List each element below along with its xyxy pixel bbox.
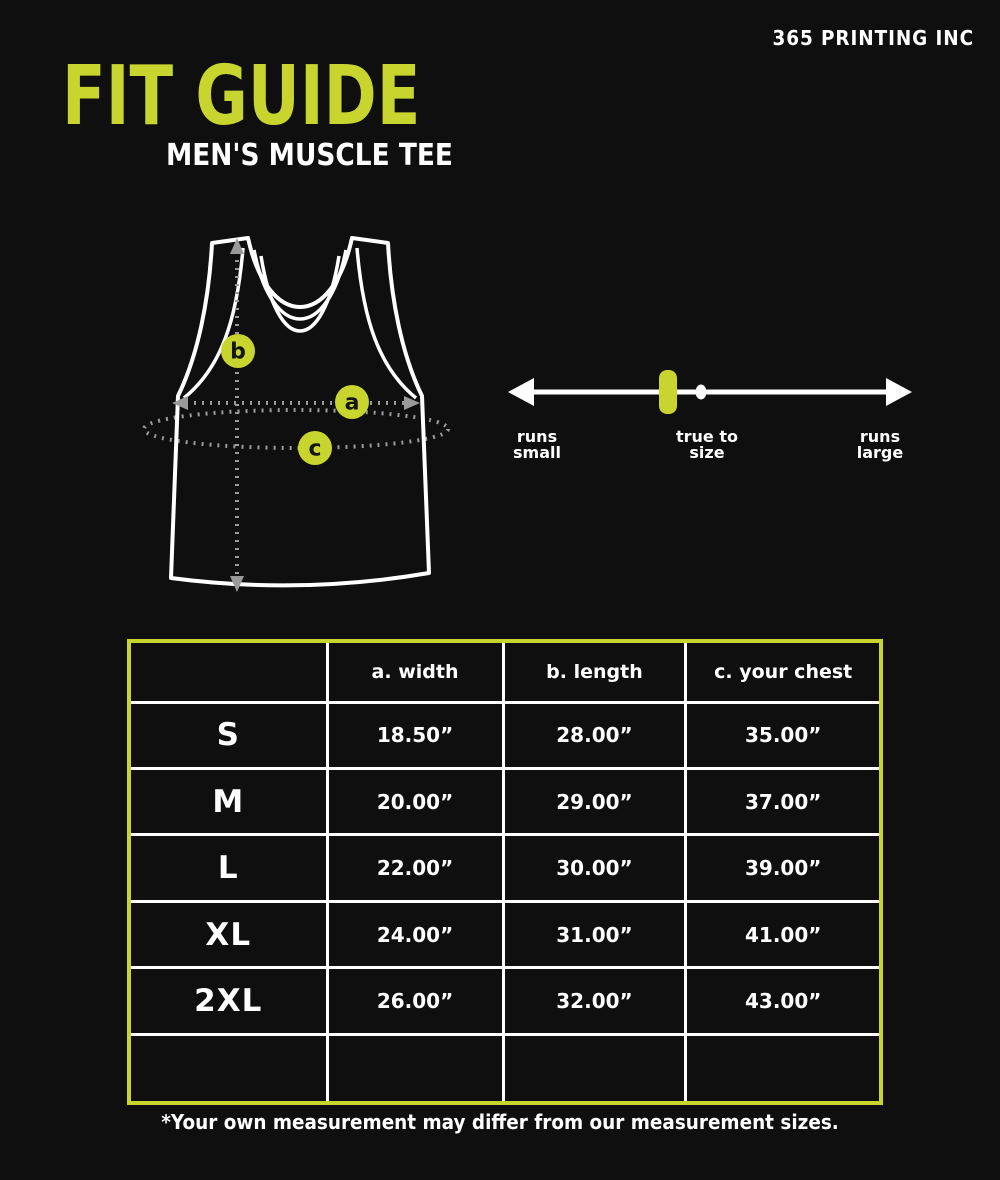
marker-c-letter: c	[308, 436, 322, 462]
scale-label-runs-large	[830, 429, 930, 461]
value-cell: 37.00”	[687, 770, 879, 833]
header-cell-length: b. length	[505, 643, 685, 701]
fit-scale-marker	[659, 370, 677, 414]
scale-label-line: large	[856, 443, 904, 462]
page-subtitle: MEN'S MUSCLE TEE	[166, 138, 453, 173]
width-arrow-left	[172, 396, 188, 410]
empty-cell	[505, 1036, 685, 1101]
value-cell: 24.00”	[329, 903, 502, 966]
tee-armhole-right	[357, 248, 416, 398]
header-cell-width: a. width	[329, 643, 502, 701]
scale-label-line: runs	[516, 427, 558, 446]
fit-scale-arrow-right	[886, 378, 912, 406]
chest-measure-ellipse	[144, 410, 448, 448]
size-cell: XL	[131, 903, 326, 966]
value-cell: 18.50”	[329, 704, 502, 767]
fit-scale-arrow-left	[508, 378, 534, 406]
size-cell: S	[131, 704, 326, 767]
page-title: FIT GUIDE	[62, 49, 421, 144]
value-cell: 32.00”	[505, 969, 685, 1032]
scale-label-line: runs	[859, 427, 901, 446]
scale-label-runs-small	[487, 429, 587, 461]
tee-armhole-left	[184, 248, 243, 398]
value-cell: 28.00”	[505, 704, 685, 767]
scale-label-line: small	[513, 443, 561, 462]
scale-label-line: true to	[676, 427, 738, 446]
value-cell: 20.00”	[329, 770, 502, 833]
value-cell: 43.00”	[687, 969, 879, 1032]
muscle-tee-diagram	[0, 210, 1000, 620]
size-cell: 2XL	[131, 969, 326, 1032]
value-cell: 41.00”	[687, 903, 879, 966]
width-arrow-right	[404, 396, 420, 410]
empty-cell	[687, 1036, 879, 1101]
fit-scale-dot	[696, 385, 707, 400]
fit-scale	[508, 370, 912, 414]
scale-label-true-to-size	[647, 429, 767, 461]
value-cell: 22.00”	[329, 836, 502, 899]
brand-text: 365 PRINTING INC	[772, 26, 974, 50]
tee-outline	[171, 238, 429, 585]
scale-label-line: size	[689, 443, 725, 462]
footnote: *Your own measurement may differ from our measurement sizes.	[161, 1110, 839, 1134]
value-cell: 30.00”	[505, 836, 685, 899]
size-table	[127, 639, 883, 1105]
marker-b-letter: b	[230, 339, 246, 365]
value-cell: 35.00”	[687, 704, 879, 767]
marker-a-letter: a	[344, 390, 360, 416]
size-cell: M	[131, 770, 326, 833]
value-cell: 39.00”	[687, 836, 879, 899]
value-cell: 31.00”	[505, 903, 685, 966]
size-cell: L	[131, 836, 326, 899]
value-cell: 26.00”	[329, 969, 502, 1032]
value-cell: 29.00”	[505, 770, 685, 833]
header-cell-blank	[131, 643, 326, 701]
empty-cell	[329, 1036, 502, 1101]
empty-cell	[131, 1036, 326, 1101]
header-cell-chest: c. your chest	[687, 643, 879, 701]
